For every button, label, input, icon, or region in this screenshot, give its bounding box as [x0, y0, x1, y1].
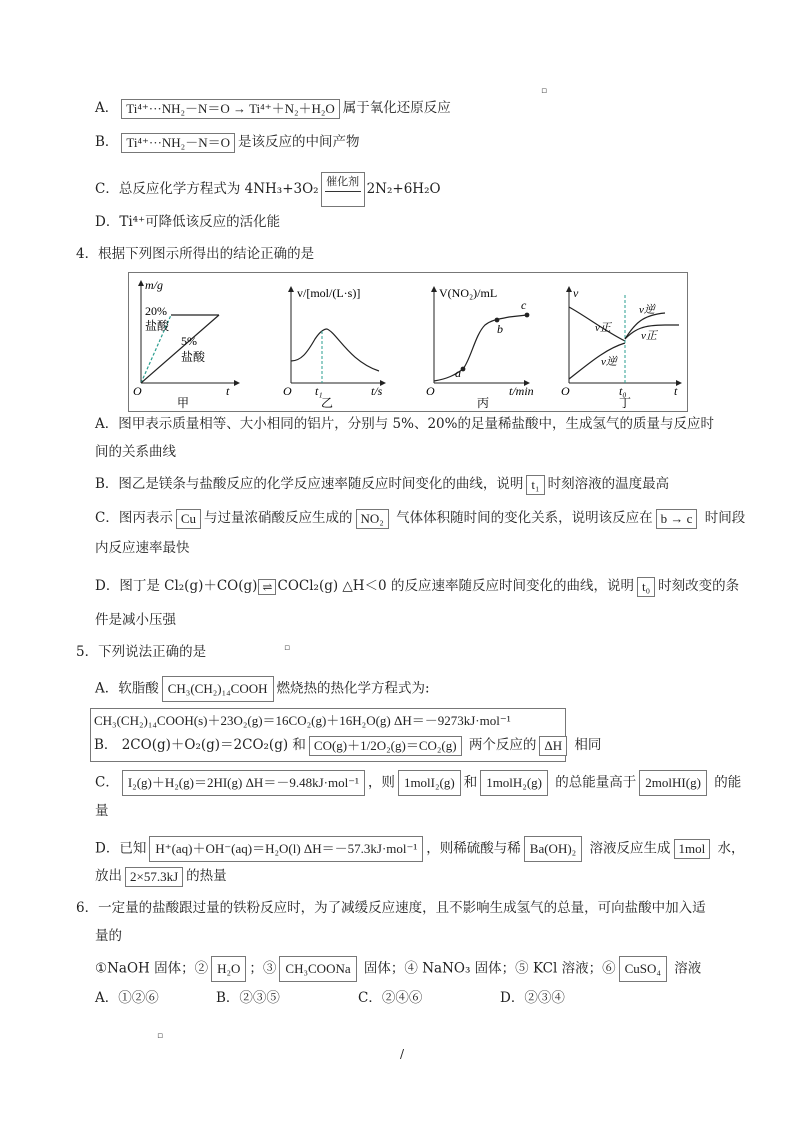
q4-figure-svg	[129, 273, 687, 411]
bing-xlabel: t/min	[509, 384, 534, 398]
q5-option-c: C． I₂(g)＋H₂(g)＝2HI(g) ΔH＝－9.48kJ·mol⁻¹ ，则 1molI₂(g) 和 1molH₂(g) 的总能量高于 2molHI(g) 的能	[95, 770, 741, 796]
q4-stem: 4．根据下列图示所得出的结论正确的是	[76, 246, 315, 262]
formula-box: CH₃COONa	[279, 956, 356, 982]
q4-option-a-line1: A．图甲表示质量相等、大小相同的铝片，分别与 5%、20%的足量稀盐酸中，生成氢气的质量与反应时	[95, 416, 714, 432]
q4-figure	[128, 272, 688, 412]
q5-option-c-line2: 量	[95, 803, 109, 819]
formula-box: 2×57.3kJ	[125, 867, 183, 887]
yi-caption: 乙	[321, 396, 334, 410]
q5-option-d: D．已知 H⁺(aq)＋OH⁻(aq)＝H₂O(l) ΔH＝－57.3kJ·mol⁻¹ ，则稀硫酸与稀 Ba(OH)₂ 溶液反应生成 1mol 水，	[95, 836, 745, 862]
jia-label-5: 5%	[181, 334, 197, 348]
corner-mark-3: ▫	[157, 1031, 164, 1041]
q4-option-d-line2: 件是减小压强	[95, 612, 176, 628]
catalyst-condition-box: 催化剂	[321, 172, 365, 207]
bing-caption: 丙	[477, 396, 490, 410]
q6-choice-a: A．①②⑥	[95, 990, 159, 1006]
q5-option-b: B． 2CO(g)＋O₂(g)＝2CO₂(g) 和 CO(g)＋1/2O₂(g)＝CO₂(g) 两个反应的 ΔH 相同	[94, 735, 601, 756]
formula-box: t₀	[637, 577, 655, 597]
chart-ding	[561, 286, 681, 410]
chart-yi	[283, 286, 385, 410]
bing-ylabel: V(NO₂)/mL	[439, 286, 498, 300]
jia-label-20b: 盐酸	[145, 319, 170, 333]
jia-origin: O	[133, 384, 142, 398]
formula-box: Cu	[176, 509, 201, 529]
q6-stem-line2: 量的	[95, 928, 122, 944]
q5-stem: 5．下列说法正确的是	[76, 644, 207, 660]
ding-label-v-zheng-left: v正	[595, 322, 611, 334]
formula-box: b → c	[656, 509, 698, 529]
formula-box: 1mol	[674, 839, 711, 859]
bing-point-a	[461, 367, 466, 372]
q5-option-d-line2: 放出 2×57.3kJ 的热量	[95, 866, 227, 887]
q6-choice-b: B．②③⑤	[216, 990, 280, 1006]
q4-option-b: B．图乙是镁条与盐酸反应的化学反应速率随反应时间变化的曲线，说明 t₁ 时刻溶液的温度最高	[95, 474, 669, 495]
bing-point-c	[525, 313, 530, 318]
ding-label-v-ni-bottom: v逆	[601, 356, 617, 368]
ding-origin: O	[561, 384, 570, 398]
formula-box: Ba(OH)₂	[524, 836, 582, 862]
formula-box: CH₃(CH₂)₁₄COOH	[162, 676, 274, 702]
q4-option-c-line2: 内反应速率最快	[95, 540, 190, 556]
q3-option-b: B． Ti⁴⁺···NH₂－N＝O 是该反应的中间产物	[95, 132, 359, 153]
q4-option-c: C．图丙表示 Cu 与过量浓硝酸反应生成的 NO₂ 气体体积随时间的变化关系，说明该反应在 b → c 时间段	[95, 508, 745, 529]
jia-label-5b: 盐酸	[181, 350, 206, 364]
jia-caption: 甲	[177, 396, 190, 410]
formula-box: H⁺(aq)＋OH⁻(aq)＝H₂O(l) ΔH＝－57.3kJ·mol⁻¹	[149, 836, 423, 862]
yi-xlabel: t/s	[371, 384, 383, 398]
q6-options-list: ①NaOH 固体；② H₂O ；③ CH₃COONa 固体；④ NaNO₃ 固体；⑤ KCl 溶液；⑥ CuSO₄ 溶液	[95, 956, 701, 982]
formula-box: H₂O	[211, 956, 246, 982]
bing-label-a: a	[455, 366, 461, 380]
bing-volume-curve	[434, 315, 527, 381]
bing-label-c: c	[521, 298, 527, 312]
chart-bing	[426, 286, 534, 410]
formula-box: CuSO₄	[619, 956, 667, 982]
yi-ylabel: v/[mol/(L·s)]	[297, 286, 361, 300]
q6-choice-d: D．②③④	[500, 990, 565, 1006]
bing-origin: O	[426, 384, 435, 398]
jia-label-20: 20%	[145, 304, 167, 318]
ding-tick: t₀	[619, 384, 627, 398]
ding-caption: 丁	[619, 396, 632, 410]
q6-choice-c: C．②④⑥	[358, 990, 423, 1006]
formula-box: Ti⁴⁺···NH₂－N＝O	[121, 133, 235, 153]
formula-box: NO₂	[356, 509, 389, 529]
ding-ylabel: v	[573, 286, 579, 300]
formula-box: I₂(g)＋H₂(g)＝2HI(g) ΔH＝－9.48kJ·mol⁻¹	[122, 770, 365, 796]
q5-option-a: A．软脂酸 CH₃(CH₂)₁₄COOH 燃烧热的热化学方程式为:	[95, 676, 430, 702]
formula-box: 1molI₂(g)	[398, 770, 461, 796]
formula-box: 1molH₂(g)	[480, 770, 548, 796]
page-footer-mark: /	[400, 1047, 405, 1061]
q3-option-c: C．总反应化学方程式为 4NH₃+3O₂ 催化剂 2N₂+6H₂O	[95, 172, 441, 207]
formula-box: Ti⁴⁺···NH₂－N＝O → Ti⁴⁺＋N₂＋H₂O	[121, 99, 340, 119]
q6-stem-line1: 6．一定量的盐酸跟过量的铁粉反应时，为了减缓反应速度，且不影响生成氢气的总量，可向盐酸中加入适	[76, 900, 706, 916]
chart-jia	[133, 278, 239, 410]
ding-xlabel: t	[674, 384, 678, 398]
q3-option-a: A． Ti⁴⁺···NH₂－N＝O → Ti⁴⁺＋N₂＋H₂O 属于氧化还原反应	[95, 98, 451, 119]
corner-mark-2: ▫	[284, 643, 291, 653]
ding-label-v-ni-top: v逆	[639, 304, 655, 316]
yi-origin: O	[283, 384, 292, 398]
bing-label-b: b	[497, 322, 503, 336]
q5-option-a-equation: CH₃(CH₂)₁₄COOH(s)＋23O₂(g)＝16CO₂(g)＋16H₂O(g) ΔH＝－9273kJ·mol⁻¹	[94, 713, 511, 728]
jia-xlabel: t	[226, 384, 230, 398]
q4-option-d: D．图丁是 Cl₂(g)＋CO(g) ⇌ COCl₂(g) △H＜0 的反应速率随反应时间变化的曲线，说明 t₀ 时刻改变的条	[95, 576, 739, 597]
formula-box: ΔH	[539, 736, 567, 756]
formula-box: 2molHI(g)	[639, 770, 707, 796]
formula-box: t₁	[526, 475, 544, 495]
ding-label-v-zheng-right: v正	[641, 330, 657, 342]
jia-ylabel: m/g	[145, 278, 163, 292]
q3-option-d: D．Ti⁴⁺可降低该反应的活化能	[95, 214, 281, 230]
formula-box: CO(g)＋1/2O₂(g)＝CO₂(g)	[309, 736, 462, 756]
yi-rate-curve	[291, 329, 379, 371]
yi-tick: t₁	[315, 384, 323, 398]
equilibrium-arrow: ⇌	[258, 579, 276, 595]
q4-option-a-line2: 间的关系曲线	[95, 444, 176, 460]
corner-mark: ▫	[541, 86, 548, 96]
